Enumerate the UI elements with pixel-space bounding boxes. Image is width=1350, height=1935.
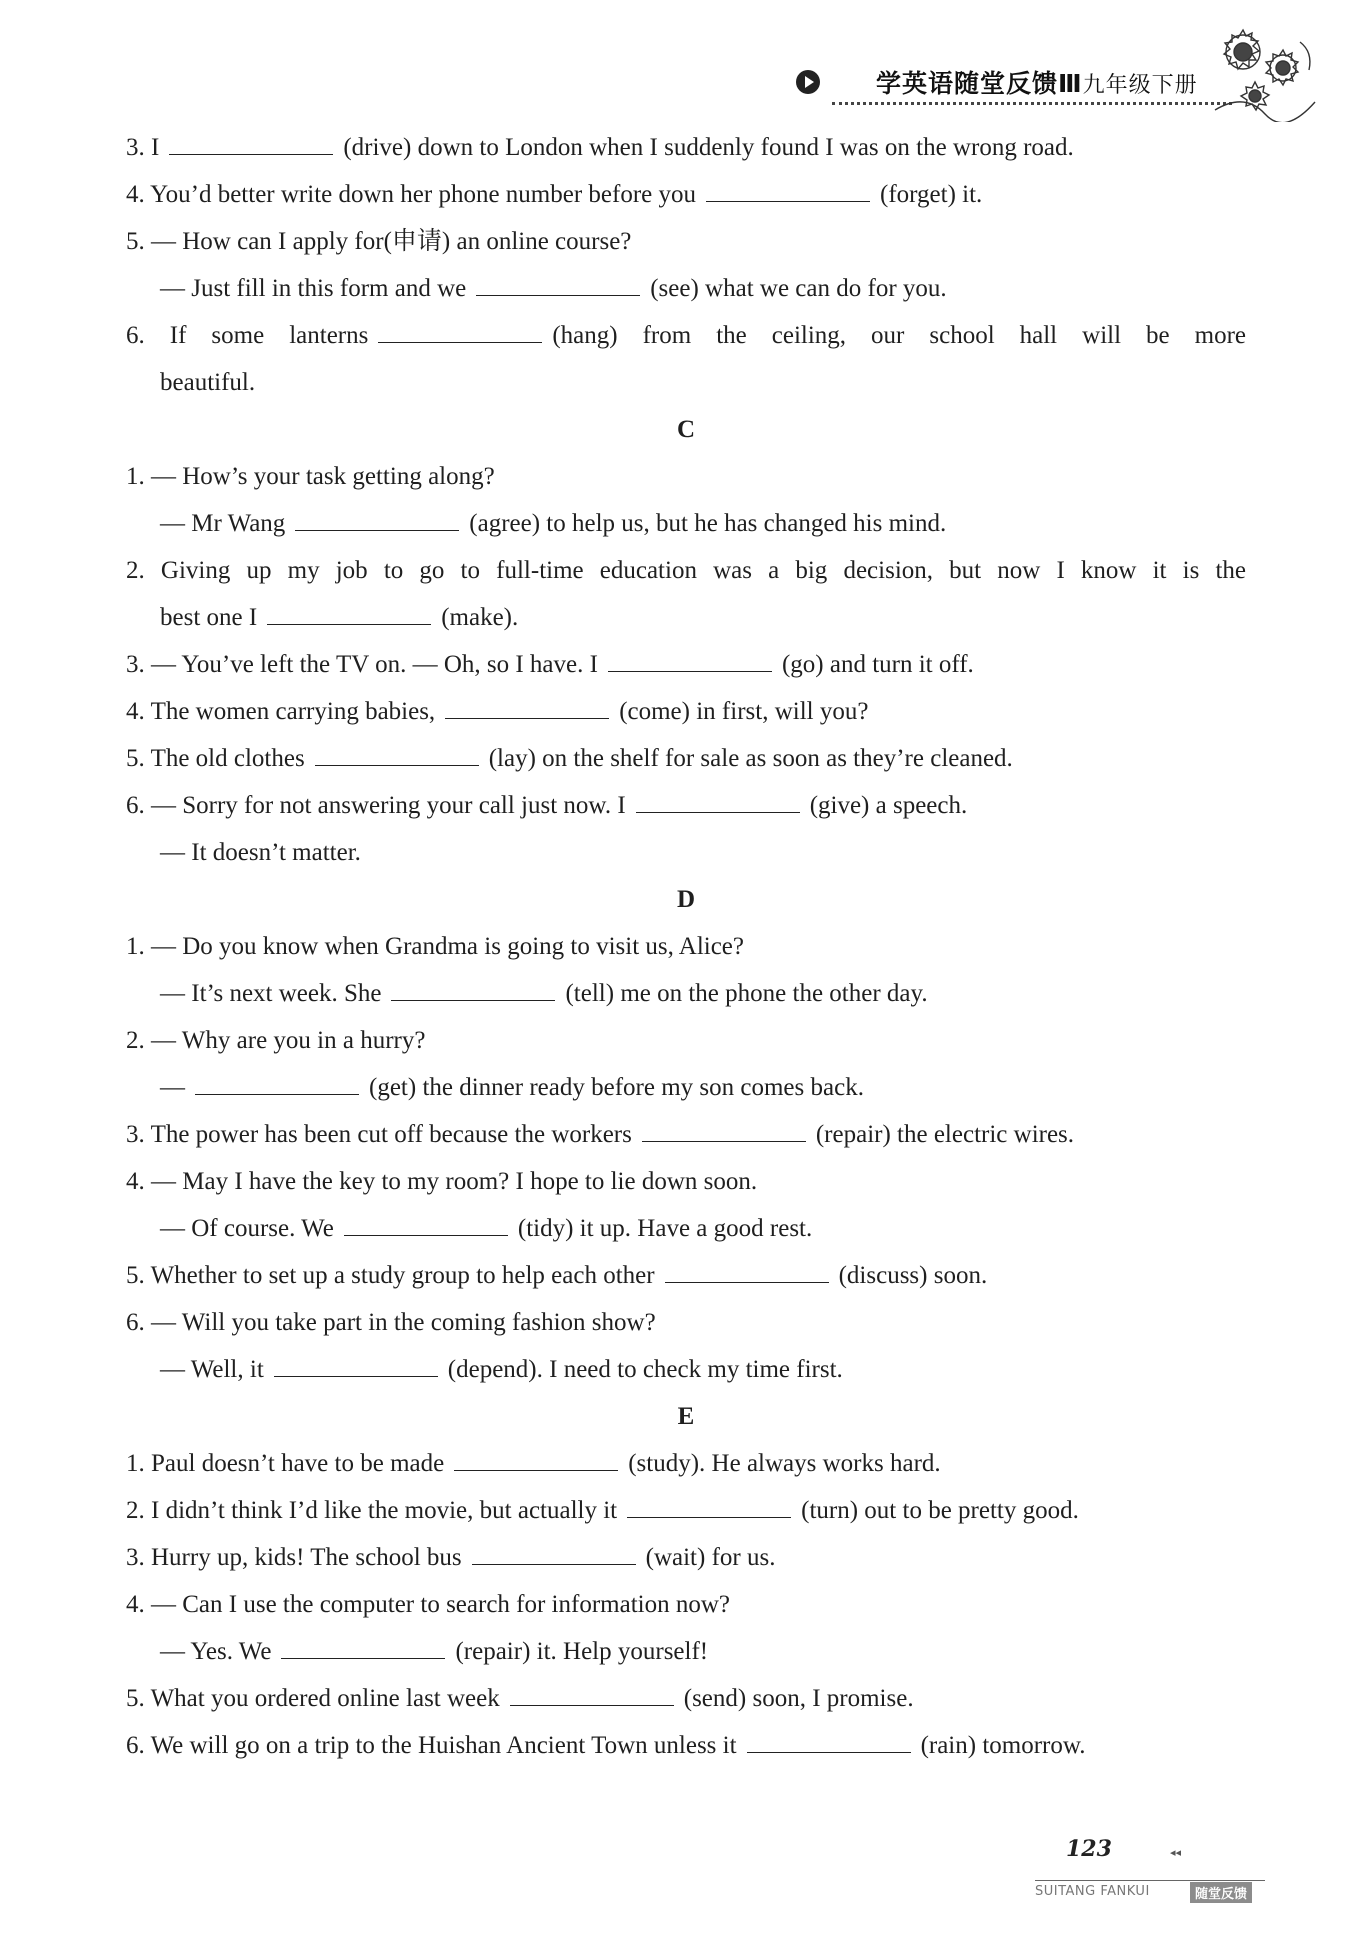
exercise-line — [126, 735, 1246, 782]
question-text: We will go on a trip to the Huishan Ancient Town unless it — [150, 1732, 737, 1759]
book-title-grade: 九年级下册 — [1082, 73, 1198, 98]
exercise-line — [126, 359, 1246, 406]
question-text: (make). — [441, 604, 519, 631]
question-number: 3. — [126, 134, 145, 161]
question-number: 5. — [126, 1685, 145, 1712]
question-text: (come) in first, will you? — [619, 698, 869, 725]
question-text: — Mr Wang — [160, 510, 286, 537]
question-number: 4. — [126, 181, 145, 208]
question-text: — Can I use the computer to search for information now? — [151, 1591, 730, 1618]
exercise-line — [126, 970, 1246, 1017]
question-text: (depend). I need to check my time first. — [447, 1356, 843, 1383]
question-number: 4. — [126, 1591, 145, 1618]
exercise-content — [126, 124, 1246, 1769]
question-number: 3. — [126, 1544, 145, 1571]
question-number: 1. — [126, 1450, 145, 1477]
question-number: 2. — [126, 1027, 145, 1054]
question-text: The women carrying babies, — [150, 698, 436, 725]
exercise-line — [126, 1628, 1246, 1675]
question-text: — Of course. We — [160, 1215, 334, 1242]
question-text: (repair) the electric wires. — [815, 1121, 1075, 1148]
footer-rule — [1035, 1880, 1265, 1881]
answer-blank[interactable] — [267, 604, 431, 625]
header-dotted-rule — [832, 102, 1232, 105]
question-text: — Well, it — [160, 1356, 264, 1383]
question-text: (send) soon, I promise. — [683, 1685, 914, 1712]
answer-blank[interactable] — [378, 322, 542, 343]
exercise-line — [126, 641, 1246, 688]
book-title — [876, 64, 1198, 100]
question-text: — How’s your task getting along? — [151, 463, 495, 490]
question-text: The old clothes — [150, 745, 305, 772]
answer-blank[interactable] — [281, 1638, 445, 1659]
exercise-line — [126, 547, 1246, 594]
question-text: — It’s next week. She — [160, 980, 382, 1007]
exercise-line — [126, 1581, 1246, 1628]
question-text: — May I have the key to my room? I hope to lie down soon. — [151, 1168, 758, 1195]
question-text: What you ordered online last week — [150, 1685, 500, 1712]
answer-blank[interactable] — [642, 1121, 806, 1142]
answer-blank[interactable] — [169, 134, 333, 155]
question-number: 6. — [126, 1732, 145, 1759]
exercise-line — [126, 1158, 1246, 1205]
exercise-line — [126, 829, 1246, 876]
question-text: best one I — [160, 604, 258, 631]
answer-blank[interactable] — [195, 1074, 359, 1095]
question-number: 5. — [126, 745, 145, 772]
question-text: Paul doesn’t have to be made — [151, 1450, 445, 1477]
question-text: (drive) down to London when I suddenly found I was on the wrong road. — [343, 134, 1074, 161]
answer-blank[interactable] — [315, 745, 479, 766]
question-text: (rain) tomorrow. — [920, 1732, 1086, 1759]
answer-blank[interactable] — [747, 1732, 911, 1753]
question-number: 5. — [126, 228, 145, 255]
question-text: (see) what we can do for you. — [650, 275, 947, 302]
question-text: You’d better write down her phone number before you — [150, 181, 697, 208]
page-number: 123 — [1066, 1836, 1112, 1862]
exercise-line — [126, 1064, 1246, 1111]
answer-blank[interactable] — [627, 1497, 791, 1518]
question-text: — You’ve left the TV on. — Oh, so I have. I — [151, 651, 598, 678]
answer-blank[interactable] — [706, 181, 870, 202]
question-text: (agree) to help us, but he has changed his mind. — [469, 510, 947, 537]
question-text: (lay) on the shelf for sale as soon as they’re cleaned. — [488, 745, 1013, 772]
footer-badge: 随堂反馈 — [1190, 1882, 1252, 1903]
question-number: 3. — [126, 651, 145, 678]
exercise-line — [126, 218, 1246, 265]
question-number: 2. — [126, 557, 145, 584]
question-text: (give) a speech. — [809, 792, 968, 819]
back-arrows-icon: ◂◂ — [1170, 1846, 1182, 1859]
answer-blank[interactable] — [391, 980, 555, 1001]
exercise-line — [126, 124, 1246, 171]
question-number: 3. — [126, 1121, 145, 1148]
question-text: (tell) me on the phone the other day. — [565, 980, 928, 1007]
question-number: 5. — [126, 1262, 145, 1289]
answer-blank[interactable] — [510, 1685, 674, 1706]
question-text: (wait) for us. — [645, 1544, 776, 1571]
question-text: (forget) it. — [880, 181, 983, 208]
question-text: — How can I apply for(申请) an online course? — [151, 228, 632, 255]
question-text: — Sorry for not answering your call just now. I — [151, 792, 626, 819]
page-header — [790, 58, 1230, 102]
question-text: — Yes. We — [160, 1638, 272, 1665]
question-text: If some lanterns — [169, 322, 369, 349]
exercise-line — [126, 782, 1246, 829]
answer-blank[interactable] — [665, 1262, 829, 1283]
question-text: (repair) it. Help yourself! — [455, 1638, 709, 1665]
play-icon — [796, 70, 820, 94]
answer-blank[interactable] — [636, 792, 800, 813]
exercise-line — [126, 1440, 1246, 1487]
exercise-line — [126, 1346, 1246, 1393]
answer-blank[interactable] — [295, 510, 459, 531]
question-text: — It doesn’t matter. — [160, 839, 361, 866]
answer-blank[interactable] — [344, 1215, 508, 1236]
exercise-line — [126, 1534, 1246, 1581]
question-text: I — [151, 134, 160, 161]
exercise-line — [126, 1722, 1246, 1769]
exercise-line — [126, 1205, 1246, 1252]
question-text: (discuss) soon. — [838, 1262, 988, 1289]
answer-blank[interactable] — [476, 275, 640, 296]
question-number: 6. — [126, 322, 145, 349]
question-text: (tidy) it up. Have a good rest. — [517, 1215, 813, 1242]
question-text: (hang) from the ceiling, our school hall will be more — [552, 322, 1247, 349]
question-number: 1. — [126, 463, 145, 490]
question-text: (study). He always works hard. — [628, 1450, 941, 1477]
question-text: — Just fill in this form and we — [160, 275, 467, 302]
question-text: — Why are you in a hurry? — [151, 1027, 426, 1054]
question-number: 4. — [126, 1168, 145, 1195]
exercise-line — [126, 453, 1246, 500]
exercise-line — [126, 500, 1246, 547]
flower-decoration-icon — [1205, 22, 1325, 122]
exercise-line — [126, 312, 1246, 359]
exercise-line — [126, 1299, 1246, 1346]
section-title: E — [677, 1403, 695, 1430]
section-title: D — [676, 886, 696, 913]
question-number: 4. — [126, 698, 145, 725]
question-text: — Will you take part in the coming fashion show? — [151, 1309, 656, 1336]
exercise-line — [126, 1017, 1246, 1064]
exercise-line — [126, 1252, 1246, 1299]
question-text: The power has been cut off because the workers — [150, 1121, 632, 1148]
answer-blank[interactable] — [274, 1356, 438, 1377]
question-text: (get) the dinner ready before my son comes back. — [369, 1074, 864, 1101]
exercise-line — [126, 1487, 1246, 1534]
question-text: Giving up my job to go to full-time education was a big decision, but now I know it is the — [160, 557, 1247, 584]
question-number: 6. — [126, 1309, 145, 1336]
answer-blank[interactable] — [608, 651, 772, 672]
exercise-line — [126, 923, 1246, 970]
question-text: beautiful. — [160, 369, 256, 396]
exercise-line — [126, 171, 1246, 218]
question-text: (turn) out to be pretty good. — [801, 1497, 1079, 1524]
question-number: 1. — [126, 933, 145, 960]
exercise-line — [126, 265, 1246, 312]
question-text: (go) and turn it off. — [781, 651, 974, 678]
question-number: 6. — [126, 792, 145, 819]
question-text: I didn’t think I’d like the movie, but actually it — [151, 1497, 618, 1524]
answer-blank[interactable] — [445, 698, 609, 719]
answer-blank[interactable] — [472, 1544, 636, 1565]
question-text: — — [160, 1074, 185, 1101]
exercise-line — [126, 1675, 1246, 1722]
book-title-main: 学英语随堂反馈Ⅲ — [876, 69, 1083, 98]
question-text: Hurry up, kids! The school bus — [151, 1544, 462, 1571]
footer-brand: SUITANG FANKUI — [1035, 1884, 1150, 1899]
question-number: 2. — [126, 1497, 145, 1524]
exercise-line — [126, 594, 1246, 641]
section-title: C — [676, 416, 696, 443]
exercise-line — [126, 688, 1246, 735]
question-text: Whether to set up a study group to help each other — [150, 1262, 655, 1289]
question-text: — Do you know when Grandma is going to visit us, Alice? — [151, 933, 744, 960]
answer-blank[interactable] — [454, 1450, 618, 1471]
exercise-line — [126, 1111, 1246, 1158]
